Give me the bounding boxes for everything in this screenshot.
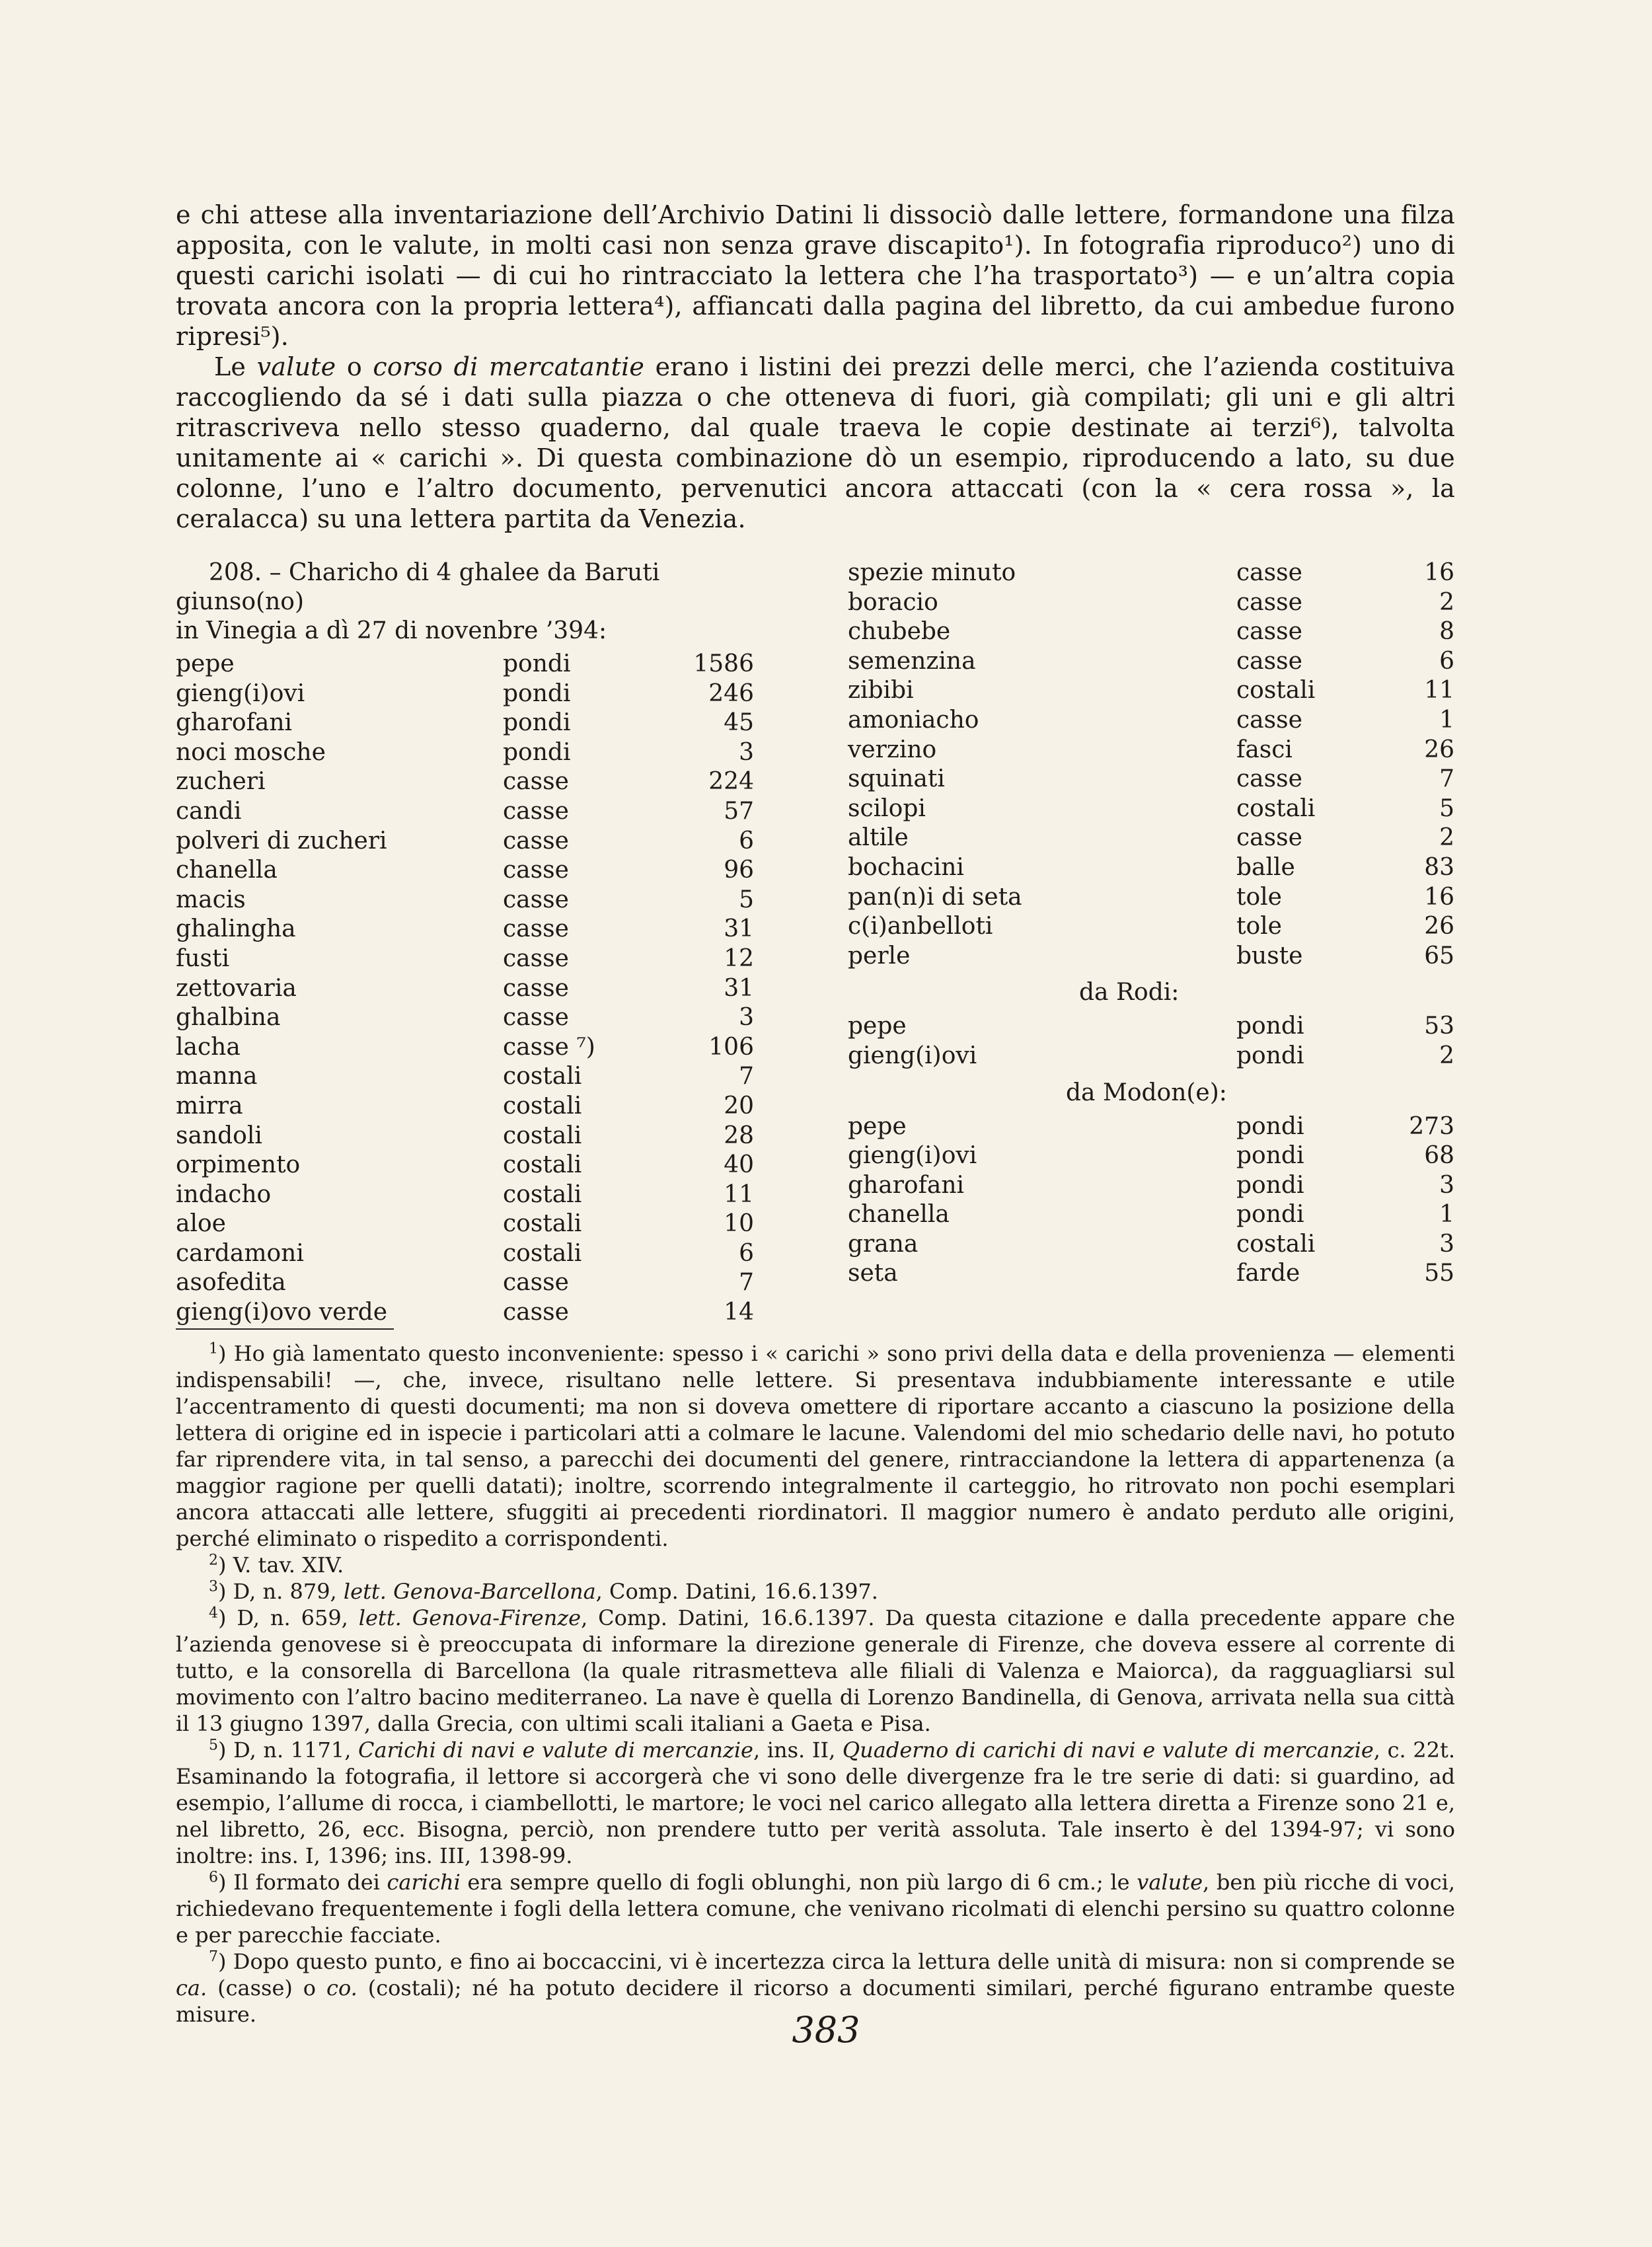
cargo-row	[176, 1062, 754, 1092]
paragraph-1: e chi attese alla inventariazione dell’Archivio Datini li dissociò dalle lettere, formandone una filza apposita, con le valute, in molti casi non senza grave discapito¹). In fotografia riproduco²) uno di questi carichi isolati — di cui ho rintracciato la lettera che l’ha trasportato³) — e un’altra copia trovata ancora con la propria lettera⁴), affiancati dalla pagina del libretto, da cui ambedue furono ripresi⁵).	[176, 200, 1455, 351]
cargo-row	[176, 1151, 754, 1180]
cargo-item: ghalbina	[176, 1004, 281, 1032]
cargo-row	[848, 765, 1454, 794]
cargo-unit: tole	[1236, 913, 1282, 940]
cargo-row	[848, 1230, 1454, 1260]
cargo-row	[848, 558, 1454, 588]
cargo-rows-rodi	[848, 1012, 1454, 1071]
cargo-unit: pondi	[503, 738, 571, 766]
cargo-qty: 31	[724, 974, 754, 1002]
cargo-unit: casse	[503, 768, 569, 796]
cargo-row	[848, 883, 1454, 913]
cargo-item: gieng(i)ovi	[176, 679, 305, 707]
cargo-qty: 7	[1439, 765, 1454, 793]
cargo-row	[848, 706, 1454, 736]
cargo-qty: 16	[1424, 883, 1454, 911]
cargo-row	[176, 1268, 754, 1298]
cargo-row	[848, 617, 1454, 647]
cargo-title: 208. – Charicho di 4 ghalee da Baruti giunso(no) in Vinegia a dì 27 di novenbre ’394:	[176, 559, 660, 644]
cargo-qty: 246	[708, 679, 754, 707]
cargo-item: chanella	[848, 1201, 950, 1229]
cargo-qty: 31	[724, 915, 754, 943]
cargo-unit: pondi	[503, 679, 571, 707]
cargo-item: fusti	[176, 944, 229, 972]
cargo-item: polveri di zucheri	[176, 827, 387, 855]
cargo-qty: 12	[724, 944, 754, 972]
cargo-row	[848, 853, 1454, 883]
cargo-row	[848, 1171, 1454, 1201]
cargo-qty: 5	[1439, 794, 1454, 822]
cargo-item: pepe	[176, 650, 235, 677]
cargo-qty: 11	[724, 1180, 754, 1208]
cargo-rows-right	[848, 558, 1454, 971]
cargo-row	[848, 942, 1454, 971]
cargo-row	[176, 650, 754, 679]
cargo-item: asofedita	[176, 1269, 286, 1297]
cargo-row	[848, 1042, 1454, 1071]
cargo-qty: 28	[724, 1122, 754, 1149]
cargo-item: pan(n)i di seta	[848, 883, 1022, 911]
cargo-unit: pondi	[1236, 1201, 1304, 1229]
cargo-row	[176, 1122, 754, 1151]
cargo-unit: casse	[503, 944, 569, 972]
cargo-unit: farde	[1236, 1260, 1300, 1287]
cargo-row	[848, 676, 1454, 706]
cargo-item: semenzina	[848, 647, 976, 675]
cargo-unit: casse	[1236, 765, 1302, 793]
cargo-qty: 83	[1424, 853, 1454, 881]
cargo-item: gharofani	[848, 1171, 965, 1199]
cargo-unit: casse	[1236, 647, 1302, 675]
footnote-4: $^4$) D, n. 659, lett. Genova-Firenze, Comp. Datini, 16.6.1397. Da questa citazione e dalla precedente appare che l’azienda genovese si è preoccupata di informare la direzione generale di Firenze, che doveva essere al corrente di tutto, e la consorella di Barcellona (la quale ritrasmetteva alle filiali di Valenza e Maiorca), da ragguagliarsi sul movimento con l’altro bacino mediterraneo. La nave è quella di Lorenzo Bandinella, di Genova, arrivata nella sua città il 13 giugno 1397, dalla Grecia, con ultimi scali italiani a Gaeta e Pisa.	[176, 1605, 1456, 1736]
cargo-qty: 3	[1439, 1171, 1454, 1199]
cargo-qty: 7	[739, 1063, 754, 1090]
cargo-unit: casse	[503, 797, 569, 825]
cargo-row	[176, 1092, 754, 1122]
cargo-row	[848, 588, 1454, 618]
cargo-unit: casse	[1236, 618, 1302, 646]
cargo-item: lacha	[176, 1033, 241, 1061]
cargo-qty: 26	[1424, 913, 1454, 940]
cargo-item: gharofani	[176, 709, 293, 737]
cargo-unit: pondi	[1236, 1171, 1304, 1199]
cargo-row	[176, 708, 754, 738]
cargo-item: noci mosche	[176, 738, 326, 766]
cargo-item: pepe	[848, 1112, 907, 1140]
cargo-row	[176, 797, 754, 827]
cargo-unit: casse	[503, 1004, 569, 1032]
cargo-qty: 224	[708, 768, 754, 796]
cargo-item: macis	[176, 886, 246, 913]
cargo-unit: costali	[503, 1063, 582, 1090]
cargo-qty: 11	[1424, 677, 1454, 705]
footnote-3: $^3$) D, n. 879, lett. Genova-Barcellona, Comp. Datini, 16.6.1397.	[209, 1578, 878, 1604]
cargo-qty: 26	[1424, 736, 1454, 763]
cargo-unit: costali	[503, 1239, 582, 1267]
cargo-unit: costali	[1236, 677, 1316, 705]
cargo-row	[176, 679, 754, 709]
cargo-unit: pondi	[1236, 1012, 1304, 1040]
cargo-qty: 55	[1424, 1260, 1454, 1287]
footnotes	[176, 1340, 1455, 2028]
cargo-item: perle	[848, 942, 911, 970]
cargo-qty: 2	[1439, 588, 1454, 616]
cargo-item: amoniacho	[848, 706, 979, 734]
cargo-unit: costali	[503, 1210, 582, 1238]
cargo-unit: tole	[1236, 883, 1282, 911]
cargo-row	[176, 1209, 754, 1239]
cargo-item: mirra	[176, 1092, 243, 1120]
cargo-unit: casse	[503, 886, 569, 913]
cargo-unit: balle	[1236, 853, 1295, 881]
cargo-item: c(i)anbelloti	[848, 913, 993, 940]
cargo-row	[176, 915, 754, 944]
cargo-qty: 1	[1439, 1201, 1454, 1229]
cargo-qty: 16	[1424, 559, 1454, 586]
cargo-unit: casse	[503, 1299, 569, 1326]
cargo-row	[848, 1200, 1454, 1230]
cargo-unit: costali	[503, 1151, 582, 1179]
cargo-unit: casse	[503, 827, 569, 855]
cargo-unit: pondi	[1236, 1112, 1304, 1140]
cargo-unit: fasci	[1236, 736, 1293, 763]
cargo-item: scilopi	[848, 794, 926, 822]
cargo-row	[848, 1141, 1454, 1171]
cargo-qty: 8	[1439, 618, 1454, 646]
cargo-row	[848, 912, 1454, 942]
cargo-unit: costali	[1236, 1230, 1316, 1258]
cargo-row	[176, 974, 754, 1004]
cargo-qty: 1586	[693, 650, 754, 677]
footnote-6: $^6$) Il formato dei carichi era sempre quello di fogli oblunghi, non più largo di 6 cm.; le valute, ben più ricche di voci, richiedevano frequentemente i fogli della lettera comune, che venivano ricolmati di elenchi persino su quattro colonne e per parecchie facciate.	[176, 1869, 1456, 1948]
cargo-item: bochacini	[848, 853, 964, 881]
cargo-qty: 106	[708, 1033, 754, 1061]
cargo-row	[848, 736, 1454, 765]
cargo-unit: pondi	[1236, 1042, 1304, 1069]
cargo-list-right	[848, 558, 1454, 1289]
cargo-item: orpimento	[176, 1151, 301, 1179]
cargo-qty: 10	[724, 1210, 754, 1238]
cargo-unit: costali	[503, 1180, 582, 1208]
cargo-row	[176, 1239, 754, 1269]
cargo-unit: buste	[1236, 942, 1303, 970]
cargo-item: gieng(i)ovo verde	[176, 1299, 388, 1326]
cargo-unit: pondi	[503, 709, 571, 737]
cargo-qty: 65	[1424, 942, 1454, 970]
cargo-rows-left	[176, 650, 754, 1328]
cargo-unit: casse	[1236, 588, 1302, 616]
cargo-item: aloe	[176, 1210, 226, 1238]
cargo-row	[848, 794, 1454, 824]
cargo-qty: 53	[1424, 1012, 1454, 1040]
cargo-qty: 45	[724, 709, 754, 737]
cargo-unit: casse	[503, 974, 569, 1002]
cargo-row	[176, 767, 754, 797]
cargo-qty: 2	[1439, 1042, 1454, 1069]
cargo-item: zettovaria	[176, 974, 297, 1002]
cargo-qty: 3	[739, 738, 754, 766]
rodi-heading: da Rodi:	[1079, 979, 1180, 1007]
cargo-qty: 273	[1409, 1112, 1454, 1140]
cargo-item: cardamoni	[176, 1239, 304, 1267]
cargo-item: grana	[848, 1230, 919, 1258]
cargo-unit: casse	[503, 915, 569, 943]
cargo-row	[848, 647, 1454, 677]
cargo-row	[848, 1012, 1454, 1042]
cargo-item: seta	[848, 1260, 898, 1287]
cargo-row	[176, 856, 754, 886]
cargo-qty: 2	[1439, 824, 1454, 852]
cargo-unit: casse	[503, 1269, 569, 1297]
cargo-item: chubebe	[848, 618, 951, 646]
cargo-row	[176, 1033, 754, 1063]
cargo-qty: 20	[724, 1092, 754, 1120]
cargo-qty: 96	[724, 857, 754, 884]
cargo-unit: casse ⁷)	[503, 1033, 595, 1061]
cargo-item: verzino	[848, 736, 937, 763]
cargo-row	[176, 1180, 754, 1210]
cargo-row	[848, 823, 1454, 853]
cargo-item: gieng(i)ovi	[848, 1042, 977, 1069]
cargo-unit: casse	[1236, 559, 1302, 586]
cargo-row	[176, 886, 754, 915]
cargo-item: boracio	[848, 588, 938, 616]
cargo-qty: 40	[724, 1151, 754, 1179]
cargo-item: gieng(i)ovi	[848, 1142, 977, 1170]
cargo-row	[848, 1259, 1454, 1289]
cargo-unit: costali	[503, 1092, 582, 1120]
body-text	[176, 200, 1455, 534]
cargo-qty: 6	[739, 1239, 754, 1267]
cargo-item: squinati	[848, 765, 945, 793]
cargo-item: candi	[176, 797, 242, 825]
footnote-5: $^5$) D, n. 1171, Carichi di navi e valute di mercanzie, ins. II, Quaderno di carichi di navi e valute di mercanzie, c. 22t. Esaminando la fotografia, il lettore si accorgerà che vi sono delle divergenze fra le tre serie di dati: si guardino, ad esempio, l’allume di rocca, i ciambellotti, le martore; le voci nel carico allegato alla lettera diretta a Firenze sono 21 e, nel libretto, 26, ecc. Bisogna, perciò, non prendere tutto per verità assoluta. Tale inserto è del 1394-97; vi sono inoltre: ins. I, 1396; ins. III, 1398-99.	[176, 1737, 1456, 1868]
footnote-1: $^1$) Ho già lamentato questo inconveniente: spesso i « carichi » sono privi della data e della provenienza — elementi indispensabili! —, che, invece, risultano nelle lettere. Si presentava indubbiamente interessante e utile l’accentramento di questi documenti; ma non si doveva omettere di riportare accanto a ciascuno la posizione della lettera di origine ed in ispecie i particolari atti a colmare le lacune. Valendomi del mio schedario delle navi, ho potuto far riprendere vita, in tal senso, a parecchi dei documenti del genere, rintracciandone la lettera di appartenenza (a maggior ragione per quelli datati); inoltre, scorrendo integralmente il carteggio, ho ritrovato non pochi esemplari ancora attaccati alle lettere, sfuggiti ai precedenti riordinatori. Il maggior numero è andato perduto alle origini, perché eliminato o rispedito a corrispondenti.	[176, 1340, 1456, 1551]
cargo-unit: casse	[1236, 706, 1302, 734]
cargo-qty: 3	[1439, 1230, 1454, 1258]
cargo-item: zibibi	[848, 677, 914, 705]
footnote-7: $^7$) Dopo questo punto, e fino ai boccaccini, vi è incertezza circa la lettura delle unità di misura: non si comprende se ca. (casse) o co. (costali); né ha potuto decidere il ricorso a documenti similari, perché figurano entrambe queste misure.	[176, 1948, 1456, 2027]
footnote-2: $^2$) V. tav. XIV.	[209, 1552, 344, 1578]
cargo-item: chanella	[176, 857, 278, 884]
cargo-qty: 68	[1424, 1142, 1454, 1170]
cargo-qty: 7	[739, 1269, 754, 1297]
cargo-item: zucheri	[176, 768, 266, 796]
cargo-row	[848, 1112, 1454, 1142]
cargo-qty: 57	[724, 797, 754, 825]
cargo-item: ghalingha	[176, 915, 296, 943]
cargo-item: pepe	[848, 1012, 907, 1040]
cargo-unit: costali	[503, 1122, 582, 1149]
cargo-unit: pondi	[503, 650, 571, 677]
cargo-item: manna	[176, 1063, 258, 1090]
cargo-row	[176, 944, 754, 974]
cargo-rows-modon	[848, 1112, 1454, 1289]
cargo-row	[176, 738, 754, 768]
page-number: 383	[792, 2009, 860, 2051]
cargo-qty: 5	[739, 886, 754, 913]
cargo-unit: casse	[503, 857, 569, 884]
footnote-rule	[176, 1328, 394, 1330]
cargo-row	[176, 1298, 754, 1328]
cargo-qty: 6	[739, 827, 754, 855]
cargo-row	[176, 827, 754, 857]
cargo-unit: costali	[1236, 794, 1316, 822]
cargo-row	[176, 1003, 754, 1033]
paragraph-2: Le valute o corso di mercatantie erano i listini dei prezzi delle merci, che l’azienda costituiva raccogliendo da sé i dati sulla piazza o che otteneva di fuori, già compilati; gli uni e gli altri ritrascriveva nello stesso quaderno, dal quale traeva le copie destinate ai terzi⁶), talvolta unitamente ai « carichi ». Di questa combinazione dò un esempio, riproducendo a lato, su due colonne, l’uno e l’altro documento, pervenutici ancora attaccati (con la « cera rossa », la ceralacca) su una lettera partita da Venezia.	[176, 352, 1455, 533]
cargo-unit: pondi	[1236, 1142, 1304, 1170]
cargo-qty: 3	[739, 1004, 754, 1032]
modon-heading: da Modon(e):	[1066, 1079, 1227, 1106]
cargo-qty: 14	[724, 1299, 754, 1326]
cargo-qty: 6	[1439, 647, 1454, 675]
cargo-qty: 1	[1439, 706, 1454, 734]
cargo-item: altile	[848, 824, 909, 852]
cargo-item: sandoli	[176, 1122, 262, 1149]
cargo-item: indacho	[176, 1180, 272, 1208]
cargo-list-left	[176, 558, 754, 1328]
cargo-unit: casse	[1236, 824, 1302, 852]
cargo-item: spezie minuto	[848, 559, 1016, 586]
